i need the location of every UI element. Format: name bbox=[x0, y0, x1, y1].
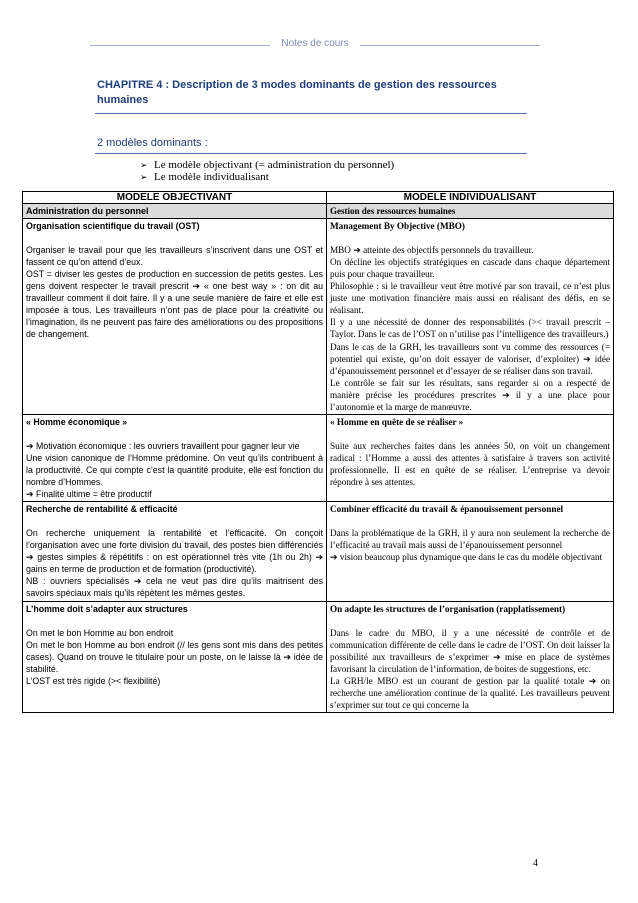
cell-title: Management By Objective (MBO) bbox=[330, 221, 465, 232]
right-arrow-icon: ➔ bbox=[26, 440, 34, 451]
table-row bbox=[23, 219, 614, 415]
page-number: 4 bbox=[533, 858, 538, 869]
cell-text: On décline les objectifs stratégiques en cascade dans chaque département puis pour chaque travailleur. bbox=[330, 257, 610, 280]
right-arrow-icon: ➔ bbox=[583, 353, 591, 364]
chapter-title bbox=[97, 78, 527, 108]
cell-text: Il y a une nécessité de donner des responsabilités (>< travail prescrit – Taylor. Dans le cas de l’OST on n’utilise pas l’intelligence des travailleurs.) bbox=[330, 317, 610, 340]
cell-right bbox=[327, 601, 614, 712]
bullet-arrow-icon: ➢ bbox=[140, 160, 148, 170]
cell-left bbox=[23, 219, 327, 415]
column-header-individualisant: MODELE INDIVIDUALISANT bbox=[327, 192, 614, 204]
chapter-title-line1: CHAPITRE 4 : Description de 3 modes dominants de gestion des ressources bbox=[97, 79, 497, 91]
cell-right bbox=[327, 414, 614, 501]
column-header-objectivant: MODELE OBJECTIVANT bbox=[23, 192, 327, 204]
right-arrow-icon: ➔ bbox=[283, 651, 292, 662]
cell-text: Suite aux recherches faites dans les années 50, on voit un changement radical : l’Homme a aussi des attentes à satisfaire à travers son activité professionnelle. Il est en quête de se réaliser. L’entreprise va devoir répondre à ses attentes. bbox=[330, 440, 610, 488]
cell-title: Organisation scientifique du travail (OST) bbox=[26, 221, 200, 232]
cell-title: « Homme économique » bbox=[26, 416, 128, 427]
page-header bbox=[90, 38, 540, 52]
right-arrow-icon: ➔ bbox=[133, 576, 142, 587]
cell-text: On recherche uniquement la rentabilité et l’efficacité. On conçoit l’organisation avec une forte division du travail, des postes bien différenciés ➔ gestes simples & répétitifs : on est opérationnel très vite (1h ou 2h) ➔ gains en terme de production et de formation (productivité). bbox=[26, 528, 323, 575]
cell-text: Philosophie : si le travailleur veut être motivé par son travail, ce n’est plus juste une motivation financière mais aussi en réalisant des défis, en se réalisant. bbox=[330, 281, 610, 316]
cell-text: NB : ouvriers spécialisés ➔ cela ne veut pas dire qu’ils maitrisent des savoirs spéciaux mais qu’ils répètent les mêmes gestes. bbox=[26, 576, 324, 599]
cell-text: OST = diviser les gestes de production en succession de petits gestes. Les gens doivent respecter le travail prescrit ➔ « one best way » : on dit au travailleur comment il doit faire. Il y a une seule manière de faire et elle est imposée à tous. Les travailleurs n’ont pas de place pour la créativité ou l’imagination, ils ne peuvent pas faire des améliorations ou des propositions de changement. bbox=[26, 269, 324, 340]
cell-text: On met le bon Homme au bon endroit bbox=[26, 627, 174, 638]
table-row bbox=[23, 502, 614, 601]
cell-text: L’OST est très rigide (>< flexibilité) bbox=[26, 675, 161, 686]
cell-text: ➔ Finalité ultime = être productif bbox=[26, 489, 152, 500]
cell-title: On adapte les structures de l’organisation (rapplatissement) bbox=[330, 603, 566, 614]
right-arrow-icon: ➔ bbox=[192, 281, 201, 292]
chapter-title-line2: humaines bbox=[97, 94, 149, 106]
cell-text: Une vision canonique de l’Homme prédomine. On veut qu’ils contribuent à la productivité. Ce qui compte c’est la quantité produite, elle est fonction du nombre d’Hommes. bbox=[26, 452, 323, 488]
section-subtitle: 2 modèles dominants : bbox=[97, 137, 208, 149]
right-arrow-icon: ➔ bbox=[330, 552, 338, 563]
cell-text: Dans le cas de la GRH, les travailleurs sont vu comme des ressources (= potentiel qui existe, qu’on doit essayer de valoriser, d’exploiter) ➔ idée d’épanouissement personnel et d’essayer de se réaliser dans son travail. bbox=[330, 341, 611, 376]
subtitle-underline bbox=[95, 153, 527, 154]
right-arrow-icon: ➔ bbox=[588, 675, 597, 686]
cell-left-title: Administration du personnel bbox=[23, 204, 327, 219]
cell-right bbox=[327, 502, 614, 601]
cell-right bbox=[327, 219, 614, 415]
cell-title: Combiner efficacité du travail & épanouissement personnel bbox=[330, 504, 564, 515]
right-arrow-icon: ➔ bbox=[26, 489, 34, 500]
cell-title: « Homme en quête de se réaliser » bbox=[330, 416, 464, 427]
right-arrow-icon: ➔ bbox=[315, 552, 323, 563]
right-arrow-icon: ➔ bbox=[26, 552, 34, 563]
list-item: ➢ Le modèle objectivant (= administration du personnel) bbox=[140, 159, 395, 171]
model-list bbox=[140, 159, 394, 183]
table-row bbox=[23, 601, 614, 712]
cell-text: Dans le cadre du MBO, il y a une nécessité de contrôle et de communication différente de celle dans le cadre de l’OST. On doit laisser la possibilité aux travailleurs de s’exprimer ➔ mise en place de systèmes favorisant la circulation de l’information, de boites de suggestions, etc. bbox=[330, 627, 610, 674]
cell-text: ➔ Motivation économique : les ouvriers travaillent pour gagner leur vie bbox=[26, 440, 300, 451]
header-rule-right bbox=[360, 45, 540, 46]
cell-title: L’homme doit s’adapter aux structures bbox=[26, 603, 188, 614]
cell-left bbox=[23, 502, 327, 601]
cell-title: Recherche de rentabilité & efficacité bbox=[26, 504, 178, 515]
table-row bbox=[23, 204, 614, 219]
list-item: ➢ Le modèle individualisant bbox=[140, 171, 269, 183]
chapter-underline bbox=[95, 113, 527, 114]
table-header-row bbox=[23, 192, 614, 204]
cell-text: ➔ vision beaucoup plus dynamique que dans le cas du modèle objectivant bbox=[330, 552, 603, 563]
bullet-arrow-icon: ➢ bbox=[140, 172, 148, 182]
cell-left bbox=[23, 414, 327, 501]
cell-text: Le contrôle se fait sur les résultats, sans regarder si on a respecté de manière précise les procédures prescrites ➔ il y a une place pour l’autonomie et la marge de manœuvre. bbox=[330, 377, 611, 412]
comparison-table bbox=[22, 191, 614, 713]
cell-text: On met le bon Homme au bon endroit (// les gens sont mis dans des petites cases). Quand on trouve le titulaire pour un poste, on le laisse là ➔ idée de stabilité. bbox=[26, 639, 323, 674]
right-arrow-icon: ➔ bbox=[353, 245, 361, 256]
cell-left bbox=[23, 601, 327, 712]
cell-text: MBO ➔ atteinte des objectifs personnels du travailleur. bbox=[330, 245, 534, 256]
cell-text: Dans la problématique de la GRH, il y aura non seulement la recherche de l’efficacité au travail mais aussi de l’épanouissement personnel bbox=[330, 528, 610, 551]
right-arrow-icon: ➔ bbox=[502, 389, 510, 400]
cell-right-title: Gestion des ressources humaines bbox=[327, 204, 614, 219]
table-row bbox=[23, 414, 614, 501]
cell-text: La GRH/le MBO est un courant de gestion par la qualité totale ➔ on recherche une amélioration continue de la qualité. Les travailleurs peuvent s’exprimer sur tout ce qui concerne la bbox=[330, 675, 611, 710]
cell-text: Organiser le travail pour que les travailleurs s’inscrivent dans une OST et fassent ce qu’on attend d’eux. bbox=[26, 245, 323, 268]
header-title: Notes de cours bbox=[281, 38, 349, 49]
right-arrow-icon: ➔ bbox=[493, 651, 501, 662]
